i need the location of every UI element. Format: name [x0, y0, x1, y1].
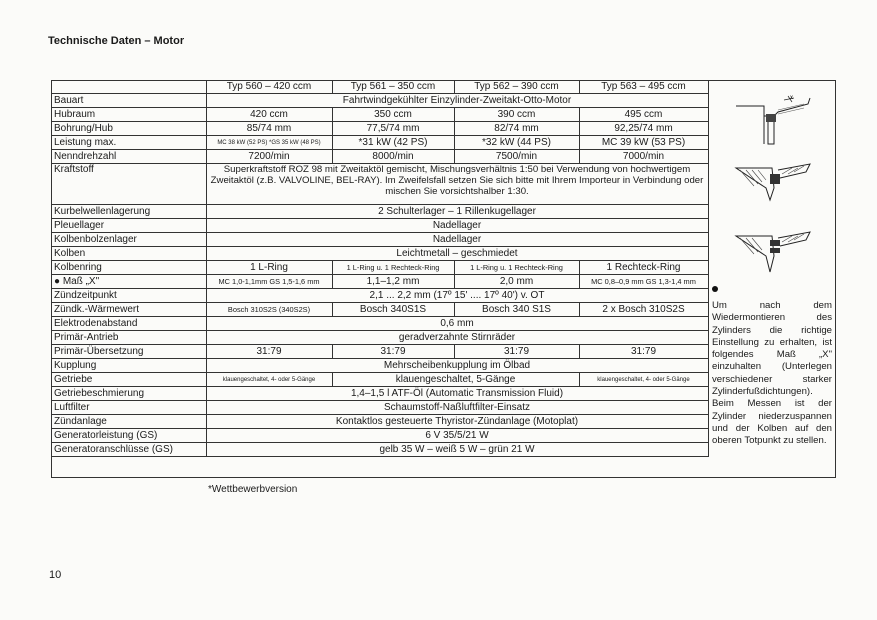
cell-value: 2,0 mm	[454, 275, 579, 289]
row-label: Luftfilter	[51, 401, 206, 415]
cell-value: *32 kW (44 PS)	[454, 136, 579, 150]
cell-value: 8000/min	[332, 150, 454, 164]
cell-value: 31:79	[454, 345, 579, 359]
bullet-icon	[712, 286, 718, 292]
footnote: *Wettbewerbversion	[208, 484, 298, 495]
row-label: Zündanlage	[51, 415, 206, 429]
row-bauart	[51, 94, 708, 108]
row-generatorleistung	[51, 429, 708, 443]
row-generatoranschluesse	[51, 443, 708, 457]
row-elektrodenabstand	[51, 317, 708, 331]
cell-value: klauengeschaltet, 4- oder 5-Gänge	[579, 373, 708, 387]
cell-value: MC 38 kW (52 PS) *GS 35 kW (48 PS)	[206, 136, 332, 150]
row-value: Superkraftstoff ROZ 98 mit Zweitaktöl gemischt, Mischungsverhältnis 1:50 bei Verwendung von hochwertigem Zweitaktöl (z.B. VALVOLINE, BEL-RAY). Im Zweifelsfall setzen Sie sich bitte mit Ihrem Importeur in Verbindung oder mischen Sie vorsichtshalber 1:30.	[206, 164, 708, 205]
cylinder-drawing-1	[734, 92, 814, 148]
row-value: Leichtmetall – geschmiedet	[206, 247, 708, 261]
side-note: Um nach dem Wiedermontieren des Zylinders die richtige Einstellung zu erhalten, ist folgendes Maß „X" einzuhalten (Unterlegen verschiedener starker Zylinderfußdichtungen). Beim Messen ist der Zylinder niederzuspannen und der Kolben auf den oberen Totpunkt zu stellen.	[712, 300, 832, 447]
row-kolben	[51, 247, 708, 261]
row-value: Mehrscheibenkupplung im Ölbad	[206, 359, 708, 373]
row-mass-x	[51, 275, 708, 289]
row-value: Schaumstoff-Naßluftfilter-Einsatz	[206, 401, 708, 415]
cell-value: 7200/min	[206, 150, 332, 164]
cell-value: 7500/min	[454, 150, 579, 164]
cell-value: 390 ccm	[454, 108, 579, 122]
cell-value: 1 L-Ring	[206, 261, 332, 275]
drawing-x-label: x	[790, 95, 793, 101]
row-value: geradverzahnte Stirnräder	[206, 331, 708, 345]
cell-value: 82/74 mm	[454, 122, 579, 136]
row-label: Primär-Antrieb	[51, 331, 206, 345]
page-title: Technische Daten – Motor	[48, 35, 185, 47]
cell-value: MC 0,8–0,9 mm GS 1,3-1,4 mm	[579, 275, 708, 289]
row-value: gelb 35 W – weiß 5 W – grün 21 W	[206, 443, 708, 457]
row-luftfilter	[51, 401, 708, 415]
row-label: Kupplung	[51, 359, 206, 373]
cell-value: *31 kW (42 PS)	[332, 136, 454, 150]
row-label: Primär-Übersetzung	[51, 345, 206, 359]
row-zuendanlage	[51, 415, 708, 429]
cell-value: Bosch 310S2S (340S2S)	[206, 303, 332, 317]
row-primaer-antrieb	[51, 331, 708, 345]
row-label: Generatorleistung (GS)	[51, 429, 206, 443]
row-label: Elektrodenabstand	[51, 317, 206, 331]
row-waermewert	[51, 303, 708, 317]
row-label: Zündzeitpunkt	[51, 289, 206, 303]
row-label: Kolben	[51, 247, 206, 261]
row-kraftstoff	[51, 164, 708, 205]
row-kupplung	[51, 359, 708, 373]
row-value: 1,4–1,5 l ATF-Öl (Automatic Transmission Fluid)	[206, 387, 708, 401]
cell-value: 1 Rechteck-Ring	[579, 261, 708, 275]
row-kolbenring	[51, 261, 708, 275]
row-label: Generatoranschlüsse (GS)	[51, 443, 206, 457]
page-number: 10	[49, 569, 62, 581]
row-value: Nadellager	[206, 219, 708, 233]
cell-value: 495 ccm	[579, 108, 708, 122]
row-label: Zündk.-Wärmewert	[51, 303, 206, 317]
cylinder-drawing-2	[734, 160, 814, 210]
cell-value: 31:79	[579, 345, 708, 359]
row-label: Pleuellager	[51, 219, 206, 233]
row-label: Kraftstoff	[51, 164, 206, 205]
cell-value: 92,25/74 mm	[579, 122, 708, 136]
row-leistung	[51, 136, 708, 150]
row-kolbenbolzen	[51, 233, 708, 247]
row-label: Kolbenring	[51, 261, 206, 275]
header-corner	[51, 80, 206, 94]
cell-value: klauengeschaltet, 4- oder 5-Gänge	[206, 373, 332, 387]
cell-value: 31:79	[332, 345, 454, 359]
row-bohrung	[51, 122, 708, 136]
row-value: Nadellager	[206, 233, 708, 247]
column-header: Typ 562 – 390 ccm	[454, 80, 579, 94]
row-value: 6 V 35/5/21 W	[206, 429, 708, 443]
row-getriebe	[51, 373, 708, 387]
cell-value: 7000/min	[579, 150, 708, 164]
column-header: Typ 561 – 350 ccm	[332, 80, 454, 94]
cell-value: 77,5/74 mm	[332, 122, 454, 136]
cell-value: 1,1–1,2 mm	[332, 275, 454, 289]
column-header: Typ 560 – 420 ccm	[206, 80, 332, 94]
row-value: 0,6 mm	[206, 317, 708, 331]
spec-table	[51, 80, 709, 457]
row-label: Getriebeschmierung	[51, 387, 206, 401]
row-label: Leistung max.	[51, 136, 206, 150]
header-row	[51, 80, 708, 94]
cell-value: 31:79	[206, 345, 332, 359]
row-label: Hubraum	[51, 108, 206, 122]
row-zuendzeitpunkt	[51, 289, 708, 303]
row-getriebeschmierung	[51, 387, 708, 401]
row-label: Nenndrehzahl	[51, 150, 206, 164]
cell-value: klauengeschaltet, 5-Gänge	[332, 373, 579, 387]
row-nenndrehzahl	[51, 150, 708, 164]
row-primaer-uebersetzung	[51, 345, 708, 359]
cell-value: 420 ccm	[206, 108, 332, 122]
cell-value: MC 39 kW (53 PS)	[579, 136, 708, 150]
row-label: Kurbelwellenlagerung	[51, 205, 206, 219]
cylinder-drawing-3	[734, 228, 814, 278]
cell-value: 1 L-Ring u. 1 Rechteck-Ring	[454, 261, 579, 275]
row-label: ● Maß „X"	[51, 275, 206, 289]
cell-value: 1 L-Ring u. 1 Rechteck-Ring	[332, 261, 454, 275]
cell-value: 85/74 mm	[206, 122, 332, 136]
cell-value: MC 1,0-1,1mm GS 1,5-1,6 mm	[206, 275, 332, 289]
row-label: Kolbenbolzenlager	[51, 233, 206, 247]
row-hubraum	[51, 108, 708, 122]
row-label: Bauart	[51, 94, 206, 108]
row-kurbelwelle	[51, 205, 708, 219]
column-header: Typ 563 – 495 ccm	[579, 80, 708, 94]
cell-value: 350 ccm	[332, 108, 454, 122]
row-label: Getriebe	[51, 373, 206, 387]
cell-value: Bosch 340S1S	[332, 303, 454, 317]
row-label: Bohrung/Hub	[51, 122, 206, 136]
row-value: Kontaktlos gesteuerte Thyristor-Zündanlage (Motoplat)	[206, 415, 708, 429]
cell-value: 2 x Bosch 310S2S	[579, 303, 708, 317]
cell-value: Bosch 340 S1S	[454, 303, 579, 317]
row-value: Fahrtwindgekühlter Einzylinder-Zweitakt-Otto-Motor	[206, 94, 708, 108]
row-value: 2 Schulterlager – 1 Rillenkugellager	[206, 205, 708, 219]
row-value: 2,1 ... 2,2 mm (17º 15' .... 17º 40') v. OT	[206, 289, 708, 303]
row-pleuel	[51, 219, 708, 233]
